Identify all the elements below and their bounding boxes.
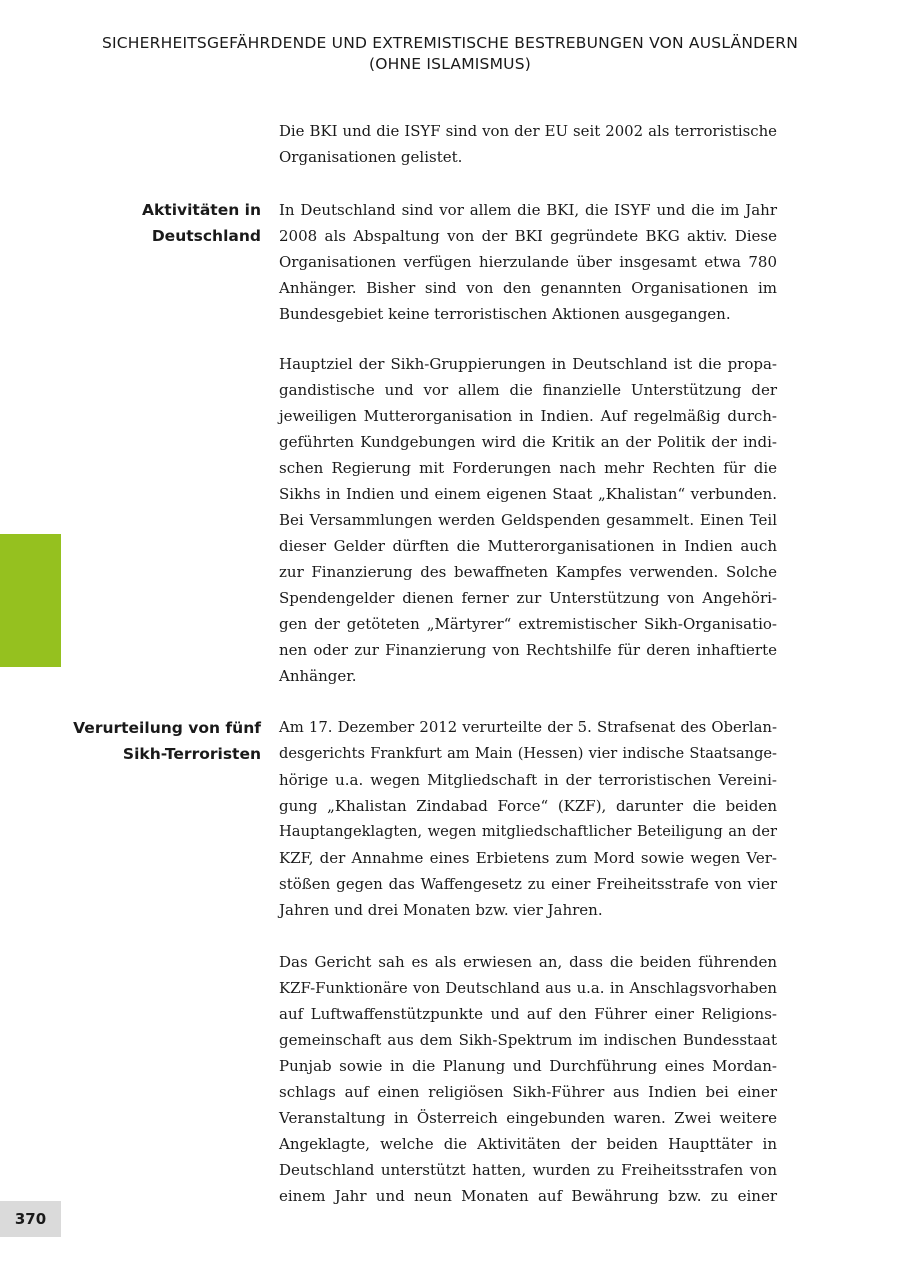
verdict-paragraph-1 bbox=[279, 715, 777, 923]
text-line: dieser Gelder dürften die Mutterorganisationen in Indien auch bbox=[279, 537, 777, 555]
text-line: Veranstaltung in Österreich eingebunden waren. Zwei weitere bbox=[279, 1109, 777, 1127]
intro-paragraph bbox=[279, 118, 777, 170]
running-head bbox=[0, 33, 900, 75]
text-line: einem Jahr und neun Monaten auf Bewährung bzw. zu einer bbox=[279, 1187, 777, 1205]
text-line: Am 17. Dezember 2012 verurteilte der 5. Strafsenat des Oberlan- bbox=[279, 719, 777, 736]
text-line: Bundesgebiet keine terroristischen Aktionen ausgegangen. bbox=[279, 305, 731, 323]
text-line: Organisationen gelistet. bbox=[279, 148, 463, 166]
side-heading-activities bbox=[21, 197, 261, 249]
text-line: stößen gegen das Waffengesetz zu einer Freiheitsstrafe von vier bbox=[279, 875, 777, 893]
side-heading-verdict bbox=[21, 715, 261, 767]
text-line: auf Luftwaffenstützpunkte und auf den Führer einer Religions- bbox=[279, 1005, 777, 1023]
text-line: In Deutschland sind vor allem die BKI, die ISYF und die im Jahr bbox=[279, 201, 777, 219]
text-line: Deutschland unterstützt hatten, wurden zu Freiheitsstrafen von bbox=[279, 1161, 777, 1179]
verdict-paragraph-2 bbox=[279, 949, 777, 1209]
text-line: KZF-Funktionäre von Deutschland aus u.a. in Anschlagsvorhaben bbox=[279, 979, 777, 997]
text-line: zur Finanzierung des bewaffneten Kampfes verwenden. Solche bbox=[279, 563, 777, 581]
text-line: schen Regierung mit Forderungen nach mehr Rechten für die bbox=[279, 459, 777, 477]
text-line: Hauptziel der Sikh-Gruppierungen in Deutschland ist die propa- bbox=[279, 355, 777, 373]
text-line: gemeinschaft aus dem Sikh-Spektrum im indischen Bundesstaat bbox=[279, 1031, 777, 1049]
running-head-line-2: (OHNE ISLAMISMUS) bbox=[368, 55, 531, 73]
text-line: Punjab sowie in die Planung und Durchführung eines Mordan- bbox=[279, 1057, 777, 1075]
text-line: hörige u.a. wegen Mitgliedschaft in der terroristischen Vereini- bbox=[279, 771, 777, 789]
text-line: Organisationen verfügen hierzulande über insgesamt etwa 780 bbox=[279, 253, 777, 271]
side-heading-line: Deutschland bbox=[151, 227, 261, 245]
activities-paragraph-2 bbox=[279, 351, 777, 689]
text-line: Sikhs in Indien und einem eigenen Staat „Khalistan“ verbunden. bbox=[279, 485, 777, 503]
text-line: 2008 als Abspaltung von der BKI gegründete BKG aktiv. Diese bbox=[279, 227, 777, 245]
page-number: 370 bbox=[0, 1201, 61, 1237]
text-line: gandistische und vor allem die finanzielle Unterstützung der bbox=[279, 381, 777, 399]
text-line: nen oder zur Finanzierung von Rechtshilfe für deren inhaftierte bbox=[279, 641, 777, 659]
text-line: desgerichts Frankfurt am Main (Hessen) vier indische Staatsange- bbox=[279, 745, 777, 762]
text-line: Das Gericht sah es als erwiesen an, dass die beiden führenden bbox=[279, 953, 777, 971]
running-head-line-1: SICHERHEITSGEFÄHRDENDE UND EXTREMISTISCHE BESTREBUNGEN VON AUSLÄNDERN bbox=[101, 34, 799, 52]
text-line: geführten Kundgebungen wird die Kritik an der Politik der indi- bbox=[279, 433, 777, 451]
text-line: Spendengelder dienen ferner zur Unterstützung von Angehöri- bbox=[279, 589, 777, 607]
text-line: Anhänger. Bisher sind von den genannten Organisationen im bbox=[279, 279, 777, 297]
side-heading-line: Aktivitäten in bbox=[141, 201, 261, 219]
text-line: Bei Versammlungen werden Geldspenden gesammelt. Einen Teil bbox=[279, 511, 777, 529]
activities-paragraph-1 bbox=[279, 197, 777, 327]
text-line: jeweiligen Mutterorganisation in Indien. Auf regelmäßig durch- bbox=[279, 407, 777, 425]
text-line: Anhänger. bbox=[279, 667, 357, 685]
text-line: Jahren und drei Monaten bzw. vier Jahren. bbox=[279, 901, 603, 919]
side-heading-line: Verurteilung von fünf bbox=[73, 719, 261, 737]
text-line: schlags auf einen religiösen Sikh-Führer aus Indien bei einer bbox=[279, 1083, 777, 1101]
text-line: KZF, der Annahme eines Erbietens zum Mord sowie wegen Ver- bbox=[279, 849, 777, 867]
text-line: gung „Khalistan Zindabad Force“ (KZF), darunter die beiden bbox=[279, 797, 777, 815]
text-line: Hauptangeklagten, wegen mitgliedschaftlicher Beteiligung an der bbox=[279, 823, 777, 840]
chapter-tab-marker bbox=[0, 534, 61, 667]
text-line: Die BKI und die ISYF sind von der EU seit 2002 als terroristische bbox=[279, 122, 777, 140]
text-line: gen der getöteten „Märtyrer“ extremistischer Sikh-Organisatio- bbox=[279, 615, 777, 633]
text-line: Angeklagte, welche die Aktivitäten der beiden Haupttäter in bbox=[279, 1135, 777, 1153]
side-heading-line: Sikh-Terroristen bbox=[122, 745, 261, 763]
